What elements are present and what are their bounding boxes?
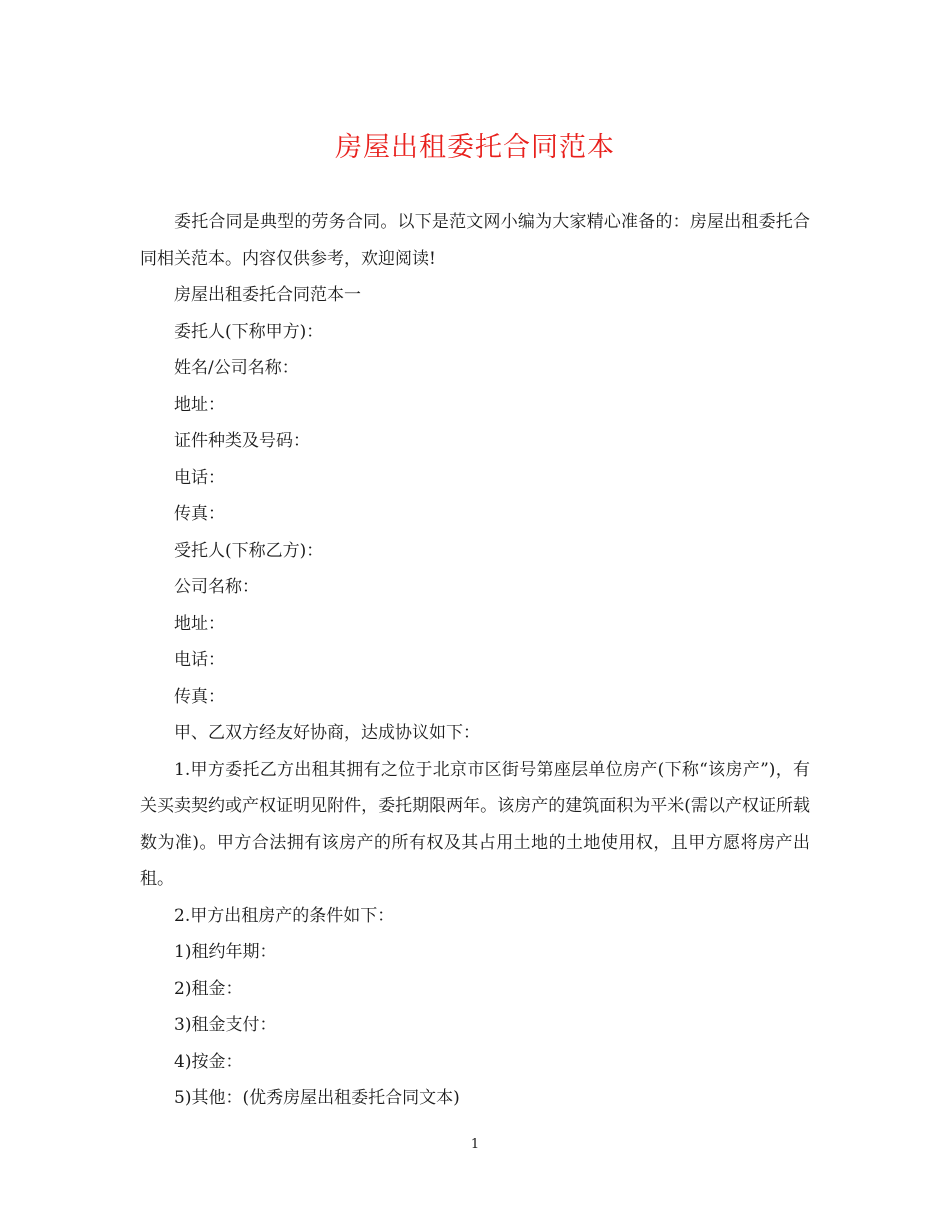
paragraph-party-b-address: 地址： [174,613,225,634]
paragraph-section-heading: 房屋出租委托合同范本一 [174,285,361,305]
paragraph-clause-1: 1.甲方委托乙方出租其拥有之位于北京市区街号第座层单位房产(下称“该房产”)，有关买卖契约或产权证明见附件，委托期限两年。该房产的建筑面积为平米(需以产权证所载数为准)。甲方合法拥有该房产的所有权及其占用土地的土地使用权，且甲方愿将房产出租。 [140,759,810,889]
paragraph-intro: 委托合同是典型的劳务合同。以下是范文网小编为大家精心准备的：房屋出租委托合同相关范本。内容仅供参考，欢迎阅读! [140,212,810,269]
paragraph-rent-payment: 3)租金支付： [174,1015,277,1035]
paragraph-term: 1)租约年期： [174,942,277,962]
paragraph-rent: 2)租金： [174,978,243,999]
paragraph-party-a-phone: 电话： [174,467,225,488]
paragraph-other: 5)其他：(优秀房屋出租委托合同文本) [174,1088,460,1108]
paragraph-party-a-address: 地址： [174,394,225,415]
paragraph-clause-2: 2.甲方出租房产的条件如下： [174,905,395,926]
paragraph-party-b: 受托人(下称乙方)： [174,540,324,561]
document-title: 房屋出租委托合同范本 [335,132,615,163]
document-body [140,204,810,1117]
paragraph-party-a: 委托人(下称甲方)： [174,321,324,342]
paragraph-party-b-company: 公司名称： [174,577,259,597]
paragraph-party-a-fax: 传真： [174,504,225,524]
paragraph-deposit: 4)按金： [174,1051,243,1072]
paragraph-party-a-name: 姓名/公司名称： [174,358,299,378]
page-number: 1 [470,1137,480,1152]
paragraph-party-b-fax: 传真： [174,686,225,707]
paragraph-agreement: 甲、乙双方经友好协商，达成协议如下： [174,723,480,743]
paragraph-party-b-phone: 电话： [174,650,225,670]
paragraph-party-a-id: 证件种类及号码： [174,431,310,451]
